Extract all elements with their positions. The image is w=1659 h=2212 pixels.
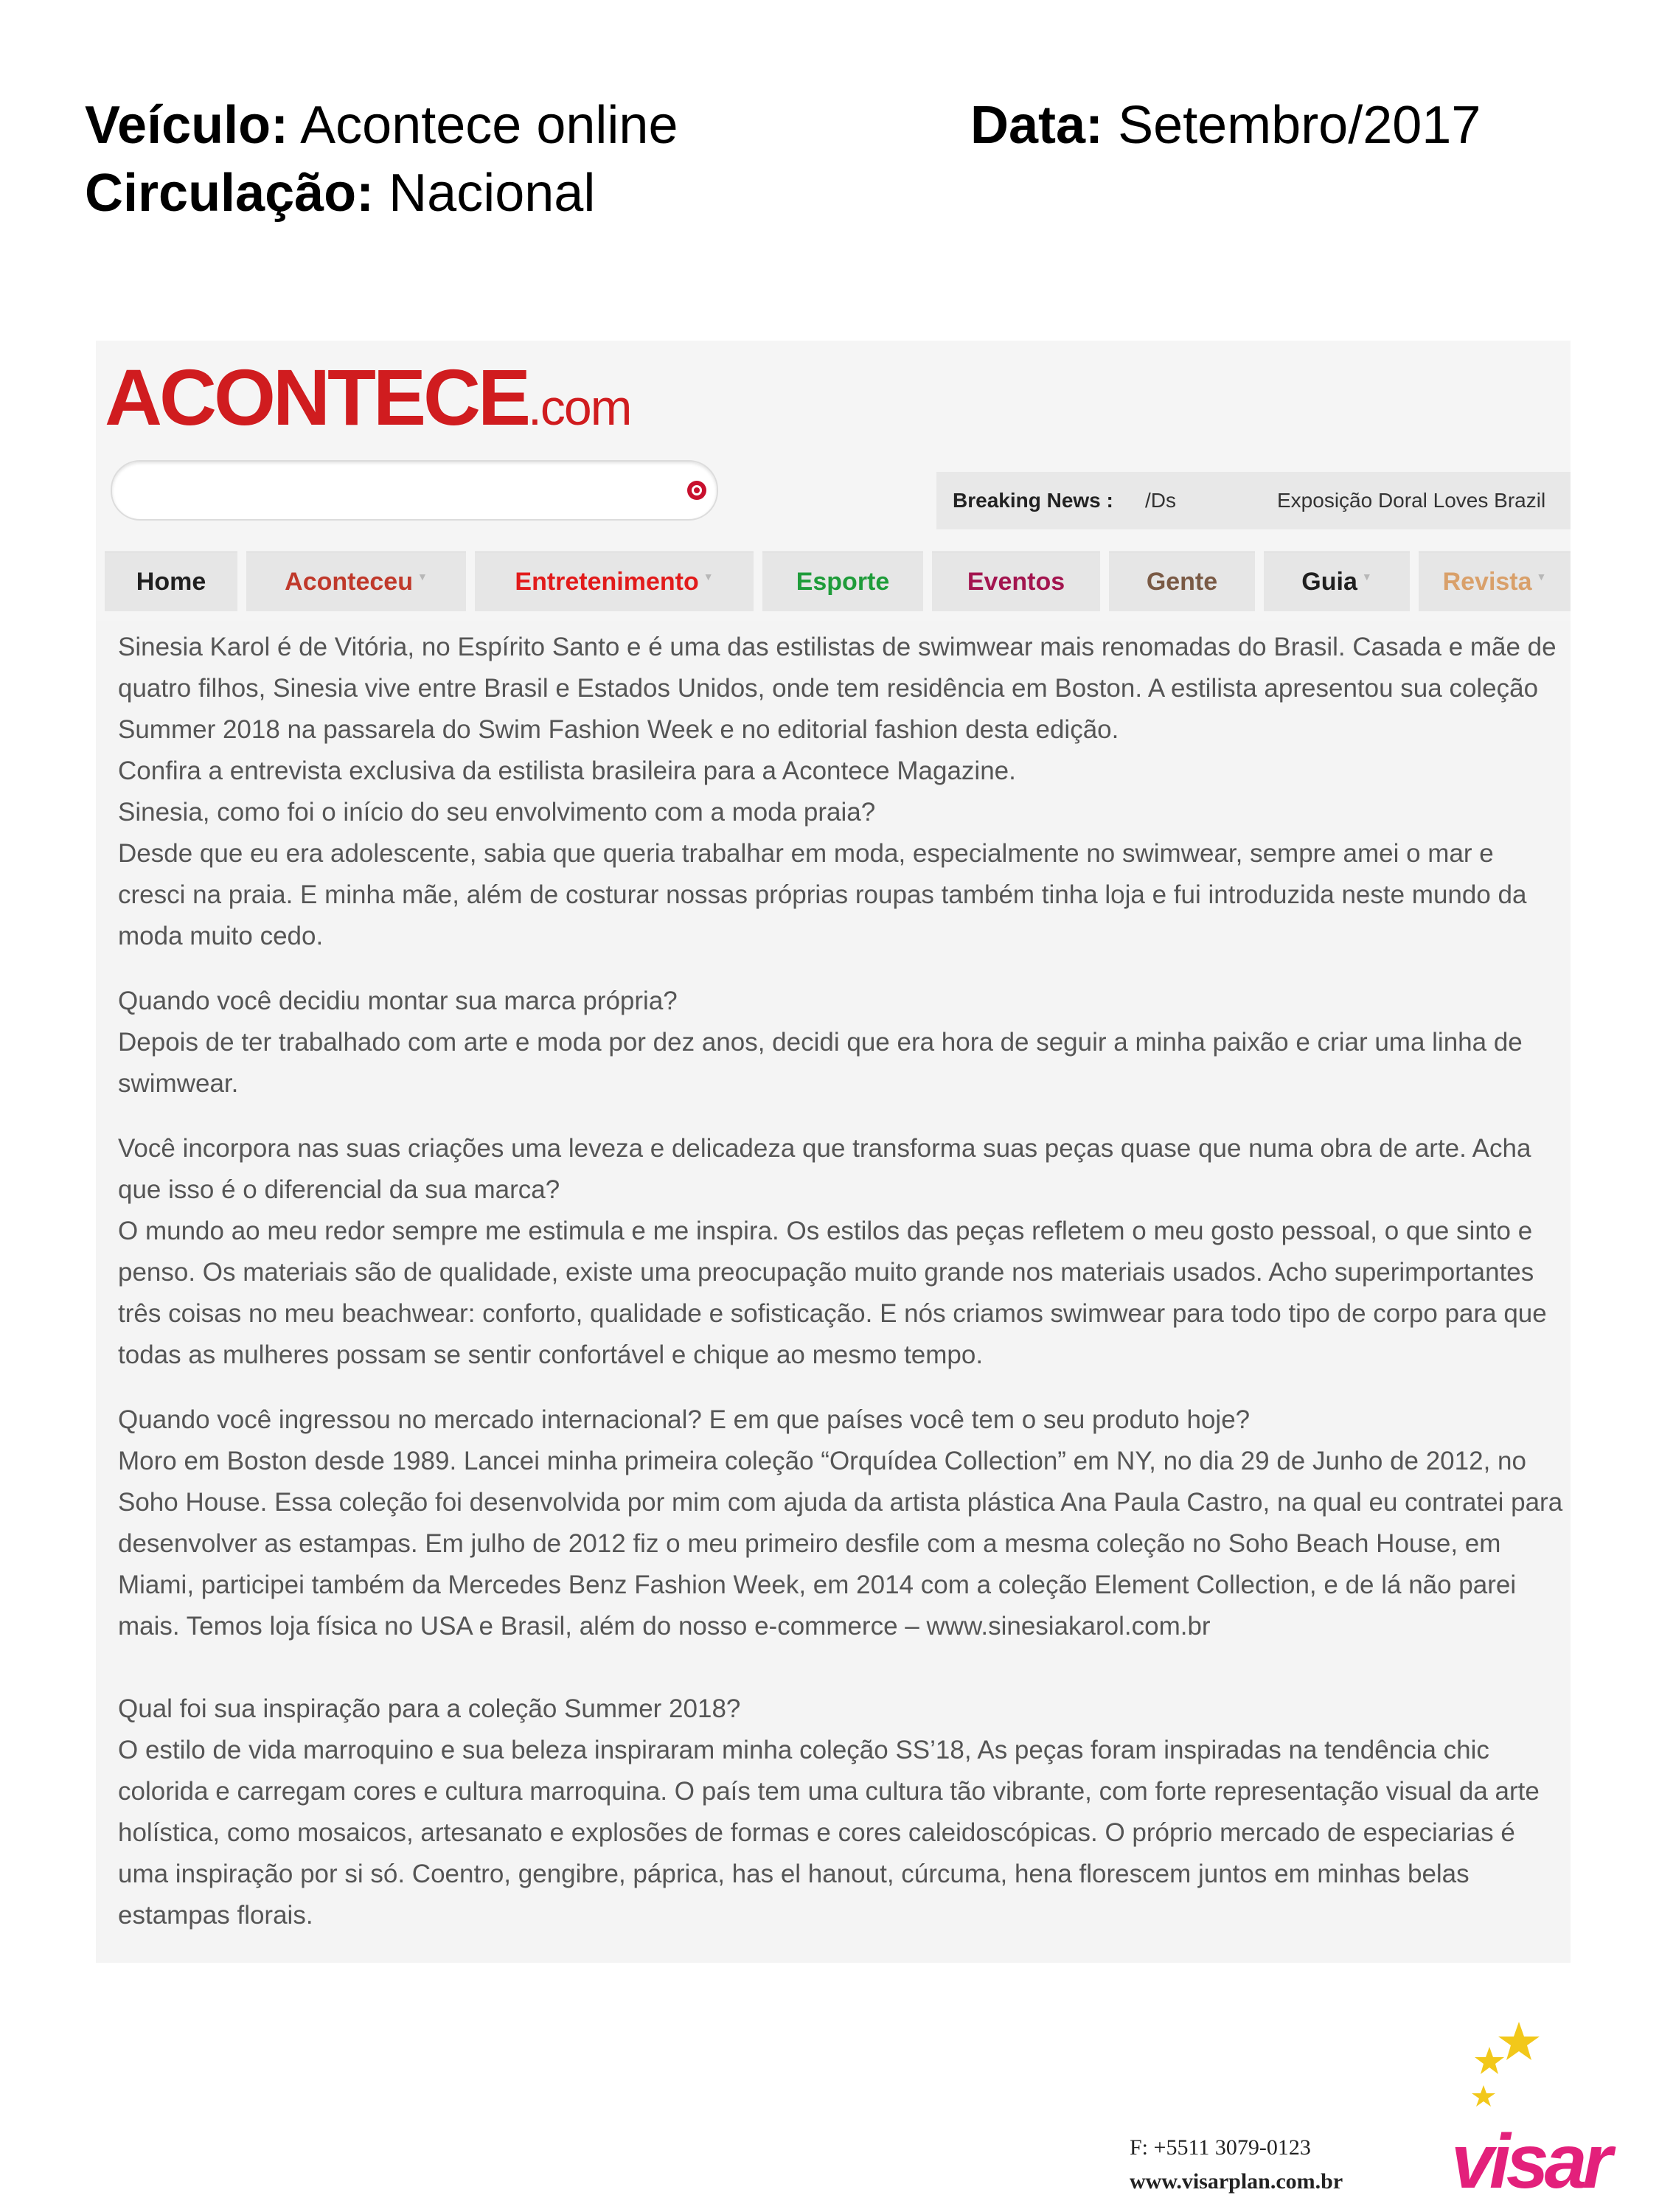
nav-label: Esporte bbox=[796, 567, 890, 596]
chevron-down-icon: ▼ bbox=[703, 571, 714, 582]
data-value: Setembro/2017 bbox=[1118, 96, 1481, 155]
circulacao-value: Nacional bbox=[389, 164, 596, 223]
veiculo-label: Veículo: bbox=[85, 96, 289, 155]
nav-label: Home bbox=[136, 567, 206, 596]
article-question: Qual foi sua inspiração para a coleção Summer 2018? bbox=[118, 1694, 741, 1723]
breaking-news-label: Breaking News : bbox=[953, 489, 1113, 512]
nav-label: Guia bbox=[1301, 567, 1357, 596]
main-nav bbox=[105, 552, 1571, 613]
nav-label: Eventos bbox=[967, 567, 1065, 596]
nav-label: Entretenimento bbox=[515, 567, 699, 596]
site-header bbox=[96, 341, 1571, 621]
nav-label: Aconteceu bbox=[285, 567, 413, 596]
nav-item-guia[interactable] bbox=[1264, 552, 1410, 611]
veiculo-line bbox=[85, 96, 678, 155]
breaking-news-item[interactable]: /Ds bbox=[1145, 489, 1176, 512]
article-paragraph: Sinesia Karol é de Vitória, no Espírito Santo e é uma das estilistas de swimwear mais renomadas do Brasil. Casada e mãe de quatro filhos, Sinesia vive entre Brasil e Estados Unidos, onde tem residência em Boston. A estilista apresentou sua coleção Summer 2018 na passarela do Swim Fashion Week e no editorial fashion desta edição. bbox=[118, 633, 1557, 744]
nav-item-revista[interactable] bbox=[1419, 552, 1571, 611]
nav-item-gente[interactable] bbox=[1109, 552, 1255, 611]
search-input[interactable] bbox=[133, 470, 667, 509]
agency-contact bbox=[1130, 2131, 1343, 2199]
search-icon[interactable] bbox=[687, 481, 706, 500]
article-question: Você incorpora nas suas criações uma leveza e delicadeza que transforma suas peças quase que numa obra de arte. Acha que isso é o diferencial da sua marca? bbox=[118, 1134, 1531, 1204]
article-question: Sinesia, como foi o início do seu envolvimento com a moda praia? bbox=[118, 798, 876, 827]
nav-item-esporte[interactable] bbox=[762, 552, 923, 611]
article-answer: O mundo ao meu redor sempre me estimula e me inspira. Os estilos das peças refletem o meu gosto pessoal, o que sinto e penso. Os materiais são de qualidade, existe uma preocupação muito grande nos materiais usados. Acho superimportantes três coisas no meu beachwear: conforto, qualidade e sofisticação. E nós criamos swimwear para todo tipo de corpo para que todas as mulheres possam se sentir confortável e chique ao mesmo tempo. bbox=[118, 1217, 1547, 1369]
visar-logo-text: visar bbox=[1451, 2119, 1608, 2205]
article-answer: Desde que eu era adolescente, sabia que queria trabalhar em moda, especialmente no swimwear, sempre amei o mar e cresci na praia. E minha mãe, além de costurar nossas próprias roupas também tinha loja e fui introduzida neste mundo da moda muito cedo. bbox=[118, 839, 1527, 950]
article-answer: Moro em Boston desde 1989. Lancei minha primeira coleção “Orquídea Collection” em NY, no dia 29 de Junho de 2012, no Soho House. Essa coleção foi desenvolvida por mim com ajuda da artista plástica Ana Paula Castro, na qual eu contratei para desenvolver as estampas. Em julho de 2012 fiz o meu primeiro desfile com a mesma coleção no Soho Beach House, em Miami, participei também da Mercedes Benz Fashion Week, em 2014 com a coleção Element Collection, e de lá não parei mais. Temos loja física no USA e Brasil, além do nosso e-commerce – www.sinesiakarol.com.br bbox=[118, 1447, 1563, 1641]
chevron-down-icon: ▼ bbox=[1536, 571, 1547, 582]
article-question: Quando você decidiu montar sua marca própria? bbox=[118, 987, 678, 1015]
nav-item-eventos[interactable] bbox=[932, 552, 1100, 611]
nav-item-home[interactable] bbox=[105, 552, 237, 611]
circulacao-label: Circulação: bbox=[85, 164, 375, 223]
data-label: Data: bbox=[970, 96, 1104, 155]
breaking-news-bar bbox=[936, 472, 1571, 529]
circulacao-line bbox=[85, 164, 596, 223]
website-capture bbox=[96, 341, 1571, 1963]
visar-logo bbox=[1451, 2119, 1635, 2205]
article-body bbox=[118, 627, 1563, 1936]
stars-icon bbox=[1467, 2017, 1548, 2135]
search-box bbox=[111, 460, 718, 521]
chevron-down-icon: ▼ bbox=[417, 571, 428, 582]
nav-label: Revista bbox=[1442, 567, 1532, 596]
article-question: Quando você ingressou no mercado internacional? E em que países você tem o seu produto hoje? bbox=[118, 1405, 1251, 1434]
article-answer: O estilo de vida marroquino e sua beleza inspiraram minha coleção SS’18, As peças foram inspiradas na tendência chic colorida e carregam cores e cultura marroquina. O país tem uma cultura tão vibrante, com forte representação visual da arte holística, como mosaicos, artesanato e explosões de formas e cores caleidoscópicas. O próprio mercado de especiarias é uma inspiração por si só. Coentro, gengibre, páprica, has el hanout, cúrcuma, hena florescem juntos em minhas belas estampas florais. bbox=[118, 1736, 1540, 1930]
nav-item-aconteceu[interactable] bbox=[246, 552, 466, 611]
logo-suffix: .com bbox=[528, 380, 631, 436]
nav-label: Gente bbox=[1146, 567, 1218, 596]
article-answer: Depois de ter trabalhado com arte e moda por dez anos, decidi que era hora de seguir a minha paixão e criar uma linha de swimwear. bbox=[118, 1028, 1523, 1098]
star-icon bbox=[1472, 2085, 1495, 2107]
nav-item-entretenimento[interactable] bbox=[475, 552, 754, 611]
breaking-news-item[interactable]: Exposição Doral Loves Brazil bbox=[1277, 489, 1546, 512]
article-paragraph: Confira a entrevista exclusiva da estilista brasileira para a Acontece Magazine. bbox=[118, 757, 1016, 785]
star-icon bbox=[1498, 2022, 1540, 2060]
acontece-logo[interactable] bbox=[105, 351, 630, 443]
chevron-down-icon: ▼ bbox=[1361, 571, 1372, 582]
logo-main: ACONTECE bbox=[105, 352, 529, 442]
star-icon bbox=[1475, 2047, 1504, 2074]
agency-phone: F: +5511 3079-0123 bbox=[1130, 2135, 1311, 2160]
veiculo-value: Acontece online bbox=[300, 96, 678, 155]
agency-website: www.visarplan.com.br bbox=[1130, 2169, 1343, 2194]
data-line bbox=[970, 96, 1481, 155]
